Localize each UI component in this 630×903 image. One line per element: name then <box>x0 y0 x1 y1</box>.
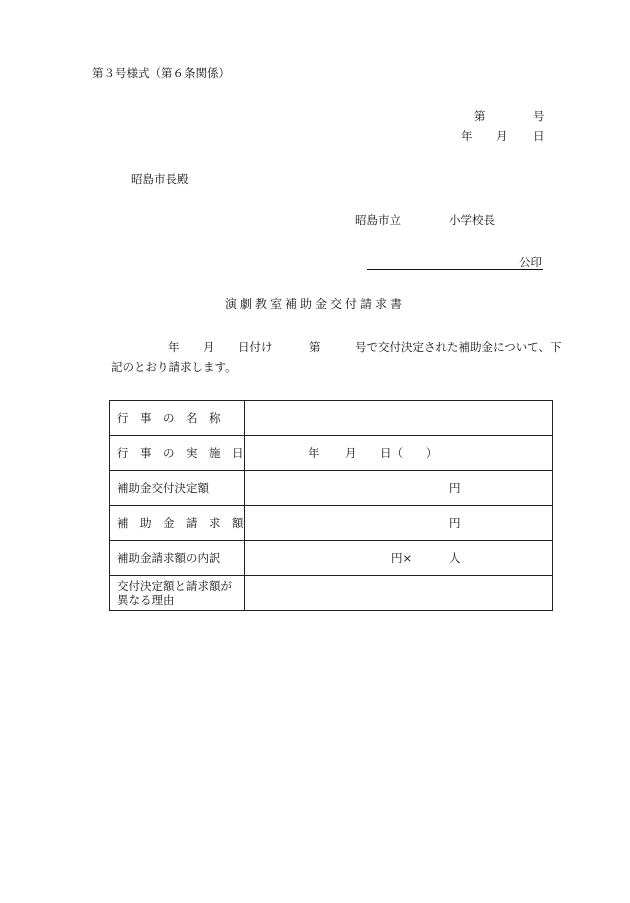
body-number-prefix: 第 <box>309 340 321 354</box>
table-row <box>110 436 553 471</box>
field-event-date[interactable] <box>245 436 553 471</box>
body-line1-tail: 号で交付決定された補助金について、下 <box>355 340 562 354</box>
date-month: 月 <box>496 129 508 143</box>
doc-number-suffix: 号 <box>533 109 545 123</box>
field-decided-amount[interactable] <box>245 471 553 506</box>
label-amount-breakdown: 補助金請求額の内訳 <box>110 541 245 576</box>
table-row <box>110 401 553 436</box>
label-event-name: 行 事 の 名 称 <box>110 401 245 436</box>
field-event-name[interactable] <box>245 401 553 436</box>
form-number: 第３号様式（第６条関係） <box>92 66 230 80</box>
body-day-dated: 日付け <box>238 340 273 354</box>
label-difference-reason <box>110 576 245 611</box>
breakdown-person: 人 <box>449 551 461 565</box>
requested-amount-unit: 円 <box>449 516 461 530</box>
sender-role: 小学校長 <box>449 213 495 227</box>
label-decided-amount: 補助金交付決定額 <box>110 471 245 506</box>
table-row <box>110 576 553 611</box>
table-row <box>110 471 553 506</box>
document-title: 演劇教室補助金交付請求書 <box>224 297 405 311</box>
doc-number-prefix: 第 <box>474 109 486 123</box>
field-requested-amount[interactable] <box>245 506 553 541</box>
table-row <box>110 506 553 541</box>
event-date-year: 年 <box>308 446 320 460</box>
request-form-table <box>109 400 553 611</box>
body-month: 月 <box>203 340 215 354</box>
seal-label: 公印 <box>519 255 542 269</box>
event-date-month: 月 <box>345 446 357 460</box>
seal-signature-line <box>367 269 543 270</box>
table-row <box>110 541 553 576</box>
label-requested-amount: 補 助 金 請 求 額 <box>110 506 245 541</box>
body-year: 年 <box>168 340 180 354</box>
label-event-date: 行 事 の 実 施 日 <box>110 436 245 471</box>
decided-amount-unit: 円 <box>449 481 461 495</box>
date-day: 日 <box>533 129 545 143</box>
sender-city: 昭島市立 <box>355 213 401 227</box>
field-amount-breakdown[interactable] <box>245 541 553 576</box>
breakdown-yen-times: 円× <box>391 551 413 565</box>
body-line2: 記のとおり請求します。 <box>111 360 237 374</box>
addressee: 昭島市長殿 <box>131 172 189 186</box>
difference-reason-text: 交付決定額と請求額が異なる理由 <box>117 578 232 607</box>
event-date-day: 日（ ） <box>380 446 438 460</box>
date-year: 年 <box>461 129 473 143</box>
field-difference-reason[interactable] <box>245 576 553 611</box>
